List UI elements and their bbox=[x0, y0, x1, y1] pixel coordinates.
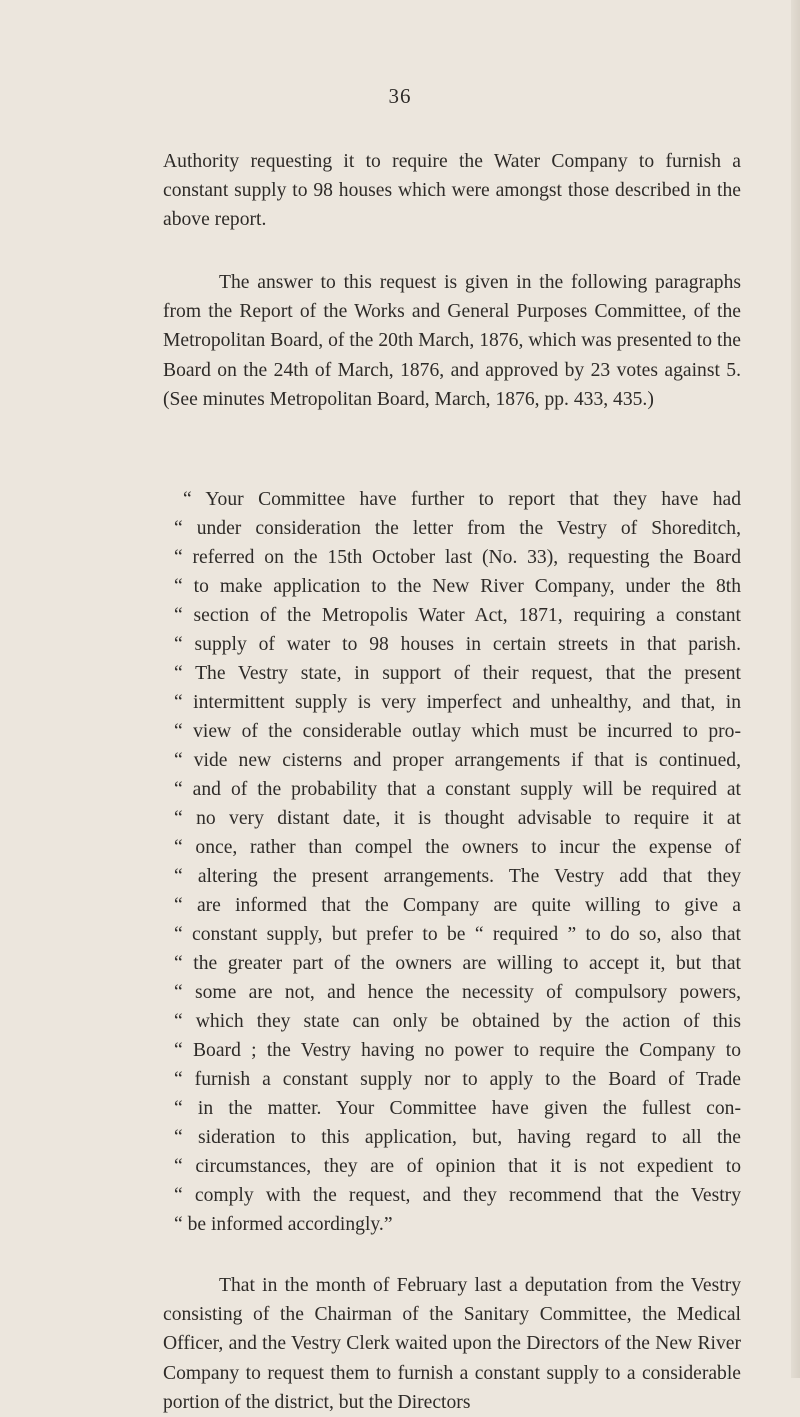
quote-line: “ and of the probability that a constant supply will be required at bbox=[174, 779, 741, 800]
quote-line: “ view of the considerable outlay which must be incurred to pro- bbox=[174, 721, 741, 742]
quote-line: “ Your Committee have further to report that they have had bbox=[183, 489, 741, 510]
quote-line: “ altering the present arrangements. The Vestry add that they bbox=[174, 866, 741, 887]
paragraph-authority-request: Authority requesting it to require the Water Company to furnish a constant supply to 98 houses which were amongst those described in the above report. bbox=[163, 151, 741, 231]
page-number: 36 bbox=[388, 84, 412, 108]
quote-line: “ once, rather than compel the owners to incur the expense of bbox=[174, 837, 741, 858]
quote-line: “ are informed that the Company are quite willing to give a bbox=[174, 895, 741, 916]
quote-line: “ referred on the 15th October last (No. 33), requesting the Board bbox=[174, 547, 741, 568]
quote-line: “ in the matter. Your Committee have given the fullest con- bbox=[174, 1098, 741, 1119]
quote-line: “ be informed accordingly.” bbox=[174, 1214, 393, 1235]
quote-line: “ the greater part of the owners are willing to accept it, but that bbox=[174, 953, 741, 974]
quote-line: “ under consideration the letter from the Vestry of Shoreditch, bbox=[174, 518, 741, 539]
quote-line: “ furnish a constant supply nor to apply to the Board of Trade bbox=[174, 1069, 741, 1090]
quote-line: “ The Vestry state, in support of their request, that the present bbox=[174, 663, 741, 684]
quote-line: “ some are not, and hence the necessity of compulsory powers, bbox=[174, 982, 741, 1003]
page-edge bbox=[791, 0, 800, 1378]
quote-line: “ circumstances, they are of opinion that it is not expedient to bbox=[174, 1156, 741, 1177]
quote-line: “ comply with the request, and they recommend that the Vestry bbox=[174, 1185, 741, 1206]
quote-line: “ to make application to the New River Company, under the 8th bbox=[174, 576, 741, 597]
quote-line: “ vide new cisterns and proper arrangements if that is continued, bbox=[174, 750, 741, 771]
quote-line: “ Board ; the Vestry having no power to require the Company to bbox=[174, 1040, 741, 1061]
quote-line: “ sideration to this application, but, having regard to all the bbox=[174, 1127, 741, 1148]
quote-line: “ supply of water to 98 houses in certain streets in that parish. bbox=[174, 634, 741, 655]
quote-line: “ which they state can only be obtained by the action of this bbox=[174, 1011, 741, 1032]
quote-line: “ intermittent supply is very imperfect and unhealthy, and that, in bbox=[174, 692, 741, 713]
quote-line: “ no very distant date, it is thought advisable to require it at bbox=[174, 808, 741, 829]
paragraph-deputation: That in the month of February last a deputation from the Vestry consisting of the Chairman of the Sanitary Committee, the Medical Officer, and the Vestry Clerk waited upon the Directors of the New River Company to request them to furnish a constant supply to a considerable portion of the district, but the Directors bbox=[163, 1275, 741, 1413]
quote-line: “ section of the Metropolis Water Act, 1871, requiring a constant bbox=[174, 605, 741, 626]
paragraph-answer-intro: The answer to this request is given in the following paragraphs from the Report of the Works and General Purposes Committee, of the Metropolitan Board, of the 20th March, 1876, which was presented to the Board on the 24th of March, 1876, and approved by 23 votes against 5. (See minutes Metropolitan Board, March, 1876, pp. 433, 435.) bbox=[163, 272, 741, 410]
quote-line: “ constant supply, but prefer to be “ required ” to do so, also that bbox=[174, 924, 741, 945]
